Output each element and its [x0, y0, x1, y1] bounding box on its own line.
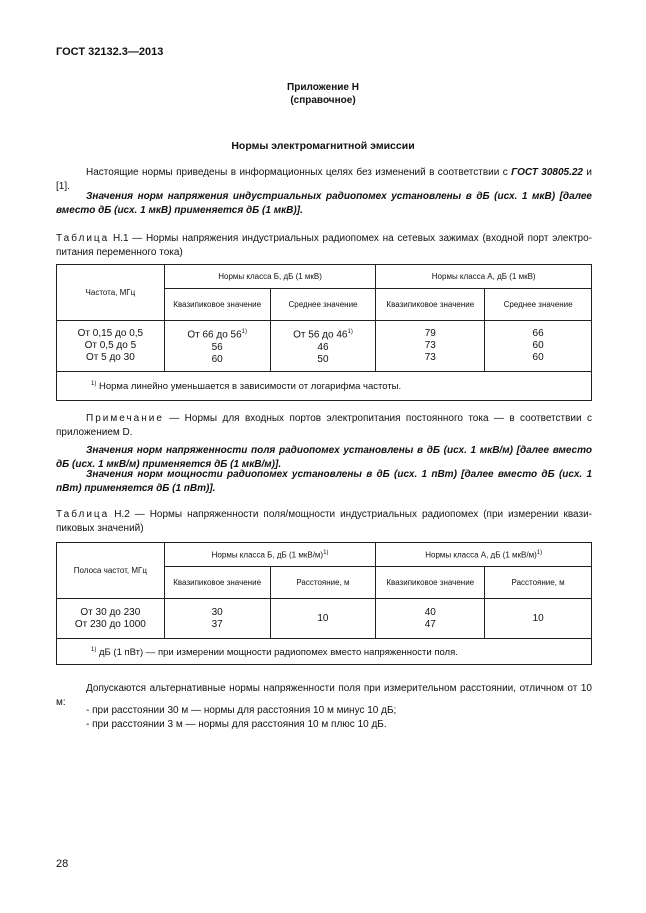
table1-subheader-average-a: Среднее значение: [485, 289, 592, 321]
table1-subheader-average-b: Среднее значение: [270, 289, 376, 321]
table1-value: От 56 до 46: [293, 329, 348, 341]
table1-subheader-quasipeak-b: Квазипиковое значение: [164, 289, 270, 321]
table1-value: От 66 до 56: [187, 329, 242, 341]
table-label: Таблица: [56, 509, 110, 520]
document-id: ГОСТ 32132.3—2013: [56, 46, 164, 58]
field-units-paragraph: Значения норм напряженности поля радиопомех установлены в дБ (исх. 1 мкВ/м) [далее вместо дБ (исх. 1 мкВ/м) применяется дБ (1 мкВ/м)].: [56, 445, 592, 470]
table2-header-class-b: [164, 543, 376, 567]
table2-cell-b-quasipeak: [164, 599, 270, 639]
table1-header-frequency: Частота, МГц: [57, 265, 165, 321]
footnote-marker: 1): [91, 646, 97, 653]
footnote-marker: 1): [241, 329, 248, 336]
footnote-marker: 1): [536, 550, 543, 557]
table2-caption-text: Н.2 — Нормы напряженности поля/мощности индустриальных радиопомех (при измерении квази-пиковых значений): [56, 509, 592, 534]
table2-footnote: [57, 639, 592, 665]
table1-value: 60: [211, 353, 223, 365]
table1-footnote: [57, 372, 592, 401]
table1-value: От 0,5 до 5: [84, 340, 137, 351]
table1-value: 50: [317, 353, 329, 365]
table2-header-class-a: [376, 543, 592, 567]
table1-cell-b-average: [270, 321, 376, 372]
table1-cell-a-average: [485, 321, 592, 372]
intro-text: Настоящие нормы приведены в информационных целях без изменений в соответствии с: [86, 167, 512, 178]
table1-value: 46: [317, 341, 329, 353]
section-title: Нормы электромагнитной эмиссии: [231, 140, 415, 152]
table1-value: 60: [532, 340, 544, 351]
table1-data-row: [57, 321, 592, 372]
table1-value: 60: [532, 352, 544, 363]
table1-value: 56: [211, 341, 223, 353]
table2-value: 37: [211, 618, 223, 630]
table2-value: 47: [424, 618, 436, 630]
table1-value: От 5 до 30: [85, 352, 135, 363]
table-label: Таблица: [56, 233, 110, 244]
table2-cell-band: [57, 599, 165, 639]
table2-header-class-a-text: Нормы класса А, дБ (1 мкВ/м): [425, 550, 537, 560]
table1-caption: [56, 232, 592, 260]
table2-subheader-distance-a: Расстояние, м: [485, 567, 592, 599]
table1-header-class-b: Нормы класса Б, дБ (1 мкВ): [164, 265, 376, 289]
table2-subheader-quasipeak-b: Квазипиковое значение: [164, 567, 270, 599]
table2-subheader-distance-b: Расстояние, м: [270, 567, 376, 599]
table1-value: 73: [424, 340, 436, 351]
table2-cell-a-distance: 10: [485, 599, 592, 639]
alternative-limits-paragraph: Допускаются альтернативные нормы напряженности поля при измерительном расстоянии, отличном от 10 м:: [56, 683, 592, 708]
table2-footnote-text: дБ (1 пВт) — при измерении мощности радиопомех вместо напряженности поля.: [96, 647, 458, 659]
table2: [56, 542, 592, 665]
table1-cell-frequency: [57, 321, 165, 372]
table1-header-class-a: Нормы класса А, дБ (1 мкВ): [376, 265, 592, 289]
footnote-marker: 1): [347, 329, 353, 336]
table2-value: От 230 до 1000: [74, 618, 146, 630]
note-text: — Нормы для входных портов электропитания постоянного тока — в соответствии с приложением D.: [56, 413, 592, 438]
table2-value: 30: [211, 606, 223, 618]
table1-subheader-quasipeak-a: Квазипиковое значение: [376, 289, 485, 321]
appendix-subtitle: (справочное): [290, 95, 356, 106]
appendix-title: Приложение Н: [287, 82, 359, 93]
footnote-marker: 1): [323, 550, 329, 557]
table2-cell-b-distance: 10: [270, 599, 376, 639]
table1-value: 79: [424, 328, 436, 339]
table1-value: 66: [532, 328, 544, 339]
note-label: Примечание: [86, 413, 164, 424]
table1-value: От 0,15 до 0,5: [77, 328, 144, 339]
table1-cell-b-quasipeak: [164, 321, 270, 372]
table2-caption: [56, 508, 592, 536]
voltage-units-paragraph: Значения норм напряжения индустриальных радиопомех установлены в дБ (исх. 1 мкВ) [далее вместо дБ (исх. 1 мкВ) применяется дБ (1 мкВ)].: [56, 191, 592, 216]
table2-header-band: Полоса частот, МГц: [57, 543, 165, 599]
footnote-marker: 1): [91, 381, 97, 388]
table2-value: От 30 до 230: [80, 606, 141, 618]
table1-cell-a-quasipeak: [376, 321, 485, 372]
power-units-paragraph: Значения норм мощности радиопомех установлены в дБ (исх. 1 пВт) [далее вместо дБ (исх. 1 пВт) применяется дБ (1 пВт)].: [56, 469, 592, 494]
table1-caption-text: Н.1 — Нормы напряжения индустриальных радиопомех на сетевых зажимах (входной порт электро-питания переменного тока): [56, 233, 592, 258]
note-paragraph: [56, 412, 592, 440]
alternative-limits-item: - при расстоянии 30 м — нормы для расстояния 10 м минус 10 дБ;: [86, 705, 397, 716]
table2-cell-a-quasipeak: [376, 599, 485, 639]
table1-footnote-text: Норма линейно уменьшается в зависимости от логарифма частоты.: [96, 381, 402, 393]
table2-value: 40: [424, 606, 436, 618]
table1-value: 73: [424, 352, 436, 363]
alternative-limits-item: - при расстоянии 3 м — нормы для расстояния 10 м плюс 10 дБ.: [86, 719, 387, 730]
standard-reference: ГОСТ 30805.22: [511, 167, 583, 178]
table2-subheader-quasipeak-a: Квазипиковое значение: [376, 567, 485, 599]
intro-text-end: и [1].: [56, 167, 592, 192]
table2-header-class-b-text: Нормы класса Б, дБ (1 мкВ/м): [211, 550, 324, 560]
table1: [56, 264, 592, 401]
table2-data-row: [57, 599, 592, 639]
page-number: 28: [56, 858, 69, 870]
